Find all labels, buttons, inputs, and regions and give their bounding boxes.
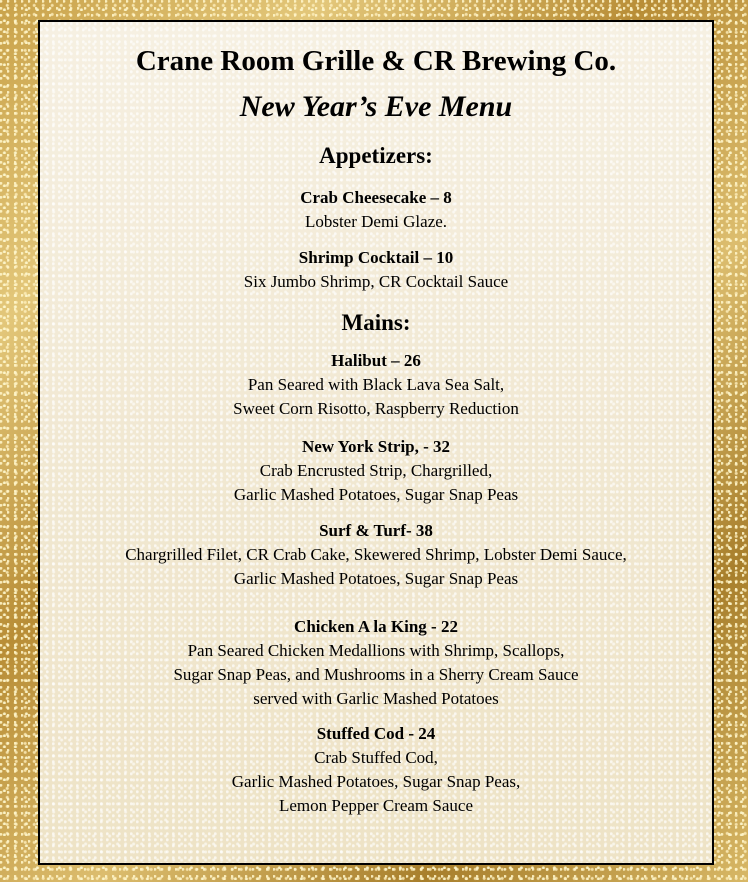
item-description: Pan Seared with Black Lava Sea Salt, — [247, 375, 505, 394]
item-description: Pan Seared Chicken Medallions with Shrimp, Scallops, — [187, 641, 565, 660]
item-description: Garlic Mashed Potatoes, Sugar Snap Peas, — [231, 772, 521, 791]
item-description: Sweet Corn Risotto, Raspberry Reduction — [233, 399, 519, 418]
item-description: Lobster Demi Glaze. — [304, 212, 448, 231]
item-description: Crab Encrusted Strip, Chargrilled, — [259, 461, 493, 480]
item-description: Chargrilled Filet, CR Crab Cake, Skewered Shrimp, Lobster Demi Sauce, — [125, 545, 627, 564]
menu-item-shrimp-cocktail — [40, 246, 712, 294]
menu-item-surf-and-turf — [40, 519, 712, 591]
item-name: Chicken A la King - 22 — [294, 617, 458, 636]
item-description: served with Garlic Mashed Potatoes — [253, 689, 499, 708]
menu-item-halibut — [40, 349, 712, 421]
menu-item-crab-cheesecake — [40, 186, 712, 234]
item-name: Stuffed Cod - 24 — [316, 724, 436, 743]
section-heading-mains: Mains: — [341, 310, 411, 335]
item-name: Halibut – 26 — [331, 351, 421, 370]
menu-title: New Year’s Eve Menu — [239, 90, 513, 123]
menu-card — [38, 20, 714, 865]
item-description: Garlic Mashed Potatoes, Sugar Snap Peas — [233, 485, 519, 504]
item-description: Crab Stuffed Cod, — [314, 748, 438, 767]
item-name: Crab Cheesecake – 8 — [300, 188, 452, 207]
menu-item-new-york-strip — [40, 435, 712, 507]
item-name: Shrimp Cocktail – 10 — [298, 248, 454, 267]
section-heading-appetizers: Appetizers: — [319, 143, 433, 168]
item-name: Surf & Turf- 38 — [319, 521, 433, 540]
item-description: Six Jumbo Shrimp, CR Cocktail Sauce — [243, 272, 509, 291]
item-description: Sugar Snap Peas, and Mushrooms in a Sherry Cream Sauce — [173, 665, 579, 684]
item-description: Lemon Pepper Cream Sauce — [278, 796, 473, 815]
menu-item-stuffed-cod — [40, 722, 712, 818]
restaurant-name: Crane Room Grille & CR Brewing Co. — [135, 45, 617, 77]
item-name: New York Strip, - 32 — [301, 437, 451, 456]
menu-item-chicken-a-la-king — [40, 615, 712, 711]
item-description: Garlic Mashed Potatoes, Sugar Snap Peas — [233, 569, 519, 588]
